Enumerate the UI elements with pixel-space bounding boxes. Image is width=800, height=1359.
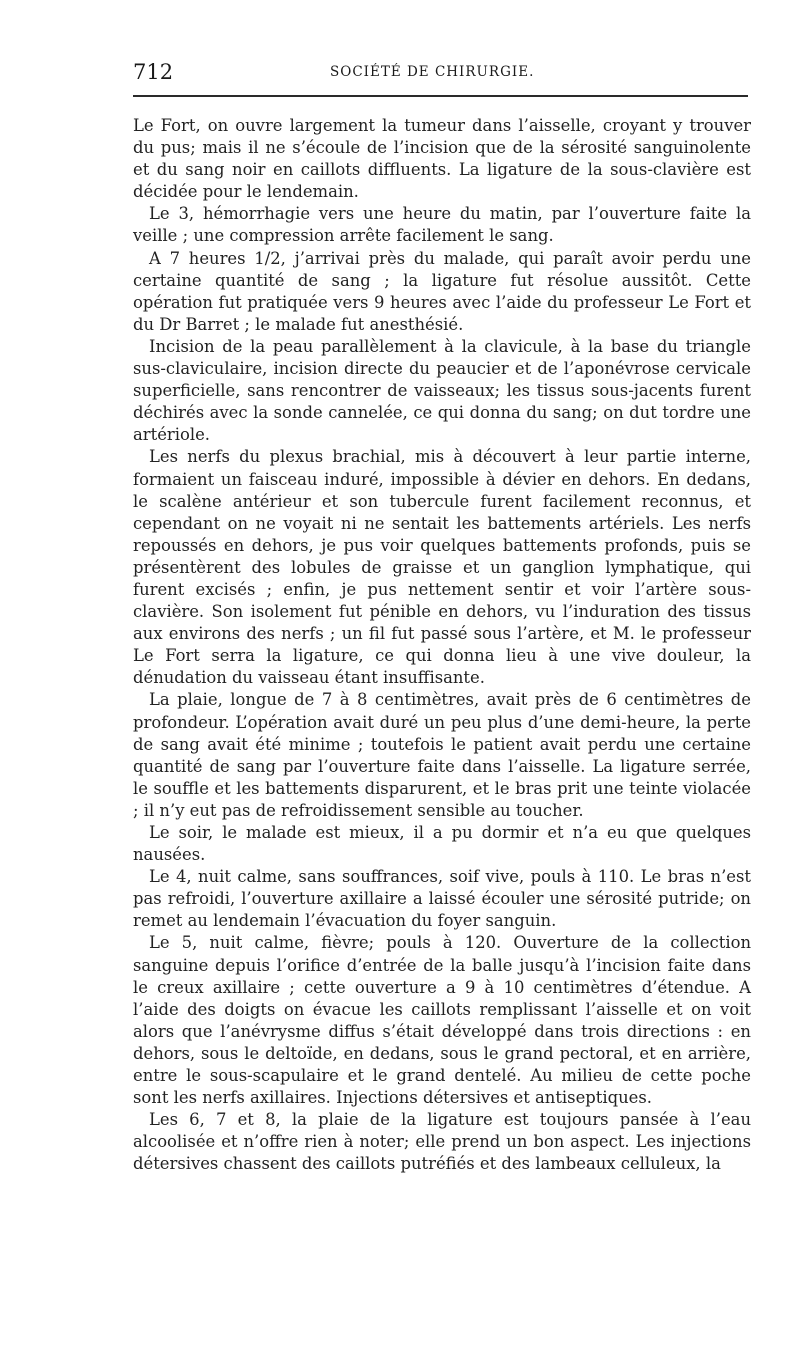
- running-head: SOCIÉTÉ DE CHIRURGIE.: [330, 64, 535, 80]
- paragraph-3: A 7 heures 1/2, j’arrivai près du malade, qui paraît avoir perdu une certaine quantité de sang ; la ligature fut résolue aussitôt. Cette opération fut pratiquée vers 9 heures avec l’aide du professeur Le Fort et du Dr Barret ; le malade fut anesthésié.: [133, 248, 751, 334]
- paragraph-5: Les nerfs du plexus brachial, mis à découvert à leur partie interne, formaient un faisceau induré, impossible à dévier en dehors. En dedans, le scalène antérieur et son tubercule furent facilement reconnus, et cependant on ne voyait ni ne sentait les battements artériels. Les nerfs repoussés en dehors, je pus voir quelques battements profonds, puis se présentèrent des lobules de graisse et un ganglion lymphatique, qui furent excisés ; enfin, je pus nettement sentir et voir l’artère sous-clavière. Son isolement fut pénible en dehors, vu l’induration des tissus aux environs des nerfs ; un fil fut passé sous l’artère, et M. le professeur Le Fort serra la ligature, ce qui donna lieu à une vive douleur, la dénudation du vaisseau étant insuffisante.: [133, 447, 751, 688]
- paragraph-10: Les 6, 7 et 8, la plaie de la ligature est toujours pansée à l’eau alcoolisée et n’offre rien à noter; elle prend un bon aspect. Les injections détersives chassent des caillots putréfiés et des lambeaux celluleux, la: [133, 1110, 751, 1174]
- paragraph-9: Le 5, nuit calme, fièvre; pouls à 120. Ouverture de la collection sanguine depuis l’orifice d’entrée de la balle jusqu’à l’incision faite dans le creux axillaire ; cette ouverture a 9 à 10 centimètres d’étendue. A l’aide des doigts on évacue les caillots remplissant l’aisselle et on voit alors que l’anévrysme diffus s’était développé dans trois directions : en dehors, sous le deltoïde, en dedans, sous le grand pectoral, et en arrière, entre le sous-scapulaire et le grand dentelé. Au milieu de cette poche sont les nerfs axillaires. Injections détersives et antiseptiques.: [133, 933, 751, 1108]
- paragraph-6: La plaie, longue de 7 à 8 centimètres, avait près de 6 centimètres de profondeur. L’opération avait duré un peu plus d’une demi-heure, la perte de sang avait été minime ; toutefois le patient avait perdu une certaine quantité de sang par l’ouverture faite dans l’aisselle. La ligature serrée, le souffle et les battements disparurent, et le bras prit une teinte violacée ; il n’y eut pas de refroidissement sensible au toucher.: [133, 690, 751, 820]
- paragraph-8: Le 4, nuit calme, sans souffrances, soif vive, pouls à 110. Le bras n’est pas refroidi, l’ouverture axillaire a laissé écouler une sérosité putride; on remet au lendemain l’évacuation du foyer sanguin.: [133, 867, 751, 931]
- paragraph-7: Le soir, le malade est mieux, il a pu dormir et n’a eu que quelques nausées.: [133, 823, 751, 865]
- header-rule: [133, 95, 748, 97]
- paragraph-4: Incision de la peau parallèlement à la clavicule, à la base du triangle sus-claviculaire, incision directe du peaucier et de l’aponévrose cervicale superficielle, sans rencontrer de vaisseaux; les tissus sous-jacents furent déchirés avec la sonde cannelée, ce qui donna du sang; on dut tordre une artériole.: [133, 336, 751, 445]
- body-text: [133, 115, 751, 1176]
- paragraph-2: Le 3, hémorrhagie vers une heure du matin, par l’ouverture faite la veille ; une compression arrête facilement le sang.: [133, 204, 751, 246]
- paragraph-1: Le Fort, on ouvre largement la tumeur dans l’aisselle, croyant y trouver du pus; mais il ne s’écoule de l’incision que de la sérosité sanguinolente et du sang noir en caillots diffluents. La ligature de la sous-clavière est décidée pour le lendemain.: [133, 116, 751, 202]
- page-number: 712: [133, 60, 174, 84]
